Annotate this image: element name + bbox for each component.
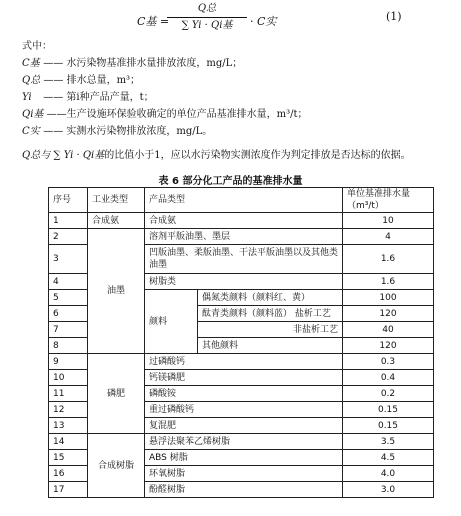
value-cell: 120: [343, 306, 434, 322]
product-cell: 溶剂平版油墨、墨层: [145, 229, 343, 245]
equation-number: (1): [386, 10, 402, 23]
row-no: 14: [49, 434, 88, 450]
value-cell: 40: [343, 322, 434, 338]
row-no: 10: [49, 370, 88, 386]
value-cell: 4.0: [343, 466, 434, 482]
definition-item: [22, 72, 452, 89]
product-cell: 酚醛树脂: [145, 482, 343, 498]
product-cell: 合成氨: [145, 213, 343, 229]
product-cell: ABS 树脂: [145, 450, 343, 466]
product-cell: 凹版油墨、柔版油墨、干法平版油墨以及其他类油墨: [145, 245, 343, 274]
industry-cell: 合成氨: [88, 213, 145, 229]
industry-cell: 油墨: [88, 229, 145, 354]
value-cell: 100: [343, 290, 434, 306]
value-cell: 0.3: [343, 354, 434, 370]
row-no: 11: [49, 386, 88, 402]
product-group: 酞青类颜料（颜料蓝）: [202, 308, 293, 319]
product-cell: 环氧树脂: [145, 466, 343, 482]
header-product: 产品类型: [145, 188, 343, 213]
definitions: [22, 38, 452, 140]
product-cell: 悬浮法聚苯乙烯树脂: [145, 434, 343, 450]
industry-cell: 合成树脂: [88, 434, 145, 498]
header-industry: 工业类型: [88, 188, 145, 213]
value-cell: 4: [343, 229, 434, 245]
row-no: 9: [49, 354, 88, 370]
formula: [0, 2, 461, 42]
pigment-cell: 颜料: [145, 290, 198, 354]
product-process: 盐析工艺: [294, 308, 331, 319]
table-row: [49, 213, 434, 229]
row-no: 7: [49, 322, 88, 338]
criterion-note: [22, 146, 411, 161]
definition-symbol: Q总: [22, 75, 41, 86]
note-text: 的比值小于1，应以水污染物实测浓度作为判定排放是否达标的依据。: [104, 150, 411, 161]
table-header-row: [49, 188, 434, 213]
product-cell: 偶氮类颜料（颜料红、黄）: [198, 290, 343, 306]
product-cell: 钙镁磷肥: [145, 370, 343, 386]
definition-item: [22, 89, 452, 106]
benchmark-table: [48, 187, 434, 498]
row-no: 17: [49, 482, 88, 498]
row-no: 1: [49, 213, 88, 229]
value-cell: 0.2: [343, 386, 434, 402]
header-value: 单位基准排水量（m³/t）: [343, 188, 434, 213]
definition-item: [22, 106, 452, 123]
definition-item: [22, 55, 452, 72]
definition-symbol: C基: [22, 58, 40, 69]
value-cell: 0.15: [343, 418, 434, 434]
fraction-bar: [167, 17, 247, 18]
product-cell: 磷酸铵: [145, 386, 343, 402]
value-cell: 3.0: [343, 482, 434, 498]
table-row: [49, 354, 434, 370]
row-no: 5: [49, 290, 88, 306]
definition-symbol: C实: [22, 126, 40, 137]
row-no: 12: [49, 402, 88, 418]
row-no: 3: [49, 245, 88, 274]
definitions-heading: 式中：: [22, 41, 52, 52]
definition-text: —— 第i种产品产量，t；: [43, 92, 154, 103]
product-cell: 重过磷酸钙: [145, 402, 343, 418]
definition-symbol: Qi基: [22, 109, 44, 120]
value-cell: 120: [343, 338, 434, 354]
value-cell: 0.4: [343, 370, 434, 386]
formula-numerator: Q总: [197, 3, 217, 14]
value-cell: 0.15: [343, 402, 434, 418]
product-cell: 复混肥: [145, 418, 343, 434]
table-row: [49, 434, 434, 450]
row-no: 4: [49, 274, 88, 290]
definition-text: —— 实测水污染物排放浓度，mg/L。: [43, 126, 213, 137]
value-cell: 10: [343, 213, 434, 229]
value-cell: 3.5: [343, 434, 434, 450]
row-no: 16: [49, 466, 88, 482]
value-cell: 4.5: [343, 450, 434, 466]
definition-item: [22, 123, 452, 140]
row-no: 15: [49, 450, 88, 466]
product-cell: [198, 306, 343, 322]
table-row: [49, 229, 434, 245]
definition-text: ——生产设施环保验收确定的单位产品基准排水量，m³/t；: [46, 109, 308, 120]
formula-denominator: ∑ Yi · Qi基: [181, 20, 233, 31]
definition-symbol: Yi: [22, 92, 32, 103]
formula-lhs: C基 =: [137, 15, 170, 28]
header-no: 序号: [49, 188, 88, 213]
value-cell: 1.6: [343, 245, 434, 274]
product-cell: 其他颜料: [198, 338, 343, 354]
formula-fraction: [167, 2, 247, 33]
product-cell: 非盐析工艺: [198, 322, 343, 338]
value-cell: 1.6: [343, 274, 434, 290]
formula-rhs: · C实: [250, 15, 277, 28]
row-no: 2: [49, 229, 88, 245]
row-no: 8: [49, 338, 88, 354]
industry-cell: 磷肥: [88, 354, 145, 434]
row-no: 13: [49, 418, 88, 434]
definition-text: —— 水污染物基准排水量排放浓度，mg/L；: [43, 58, 243, 69]
note-symbol: Q总与 ∑ Yi · Qi基: [22, 150, 105, 161]
row-no: 6: [49, 306, 88, 322]
definition-text: —— 排水总量，m³；: [43, 75, 141, 86]
product-cell: 树脂类: [145, 274, 343, 290]
table-caption: 表 6 部分化工产品的基准排水量: [158, 176, 303, 187]
product-cell: 过磷酸钙: [145, 354, 343, 370]
